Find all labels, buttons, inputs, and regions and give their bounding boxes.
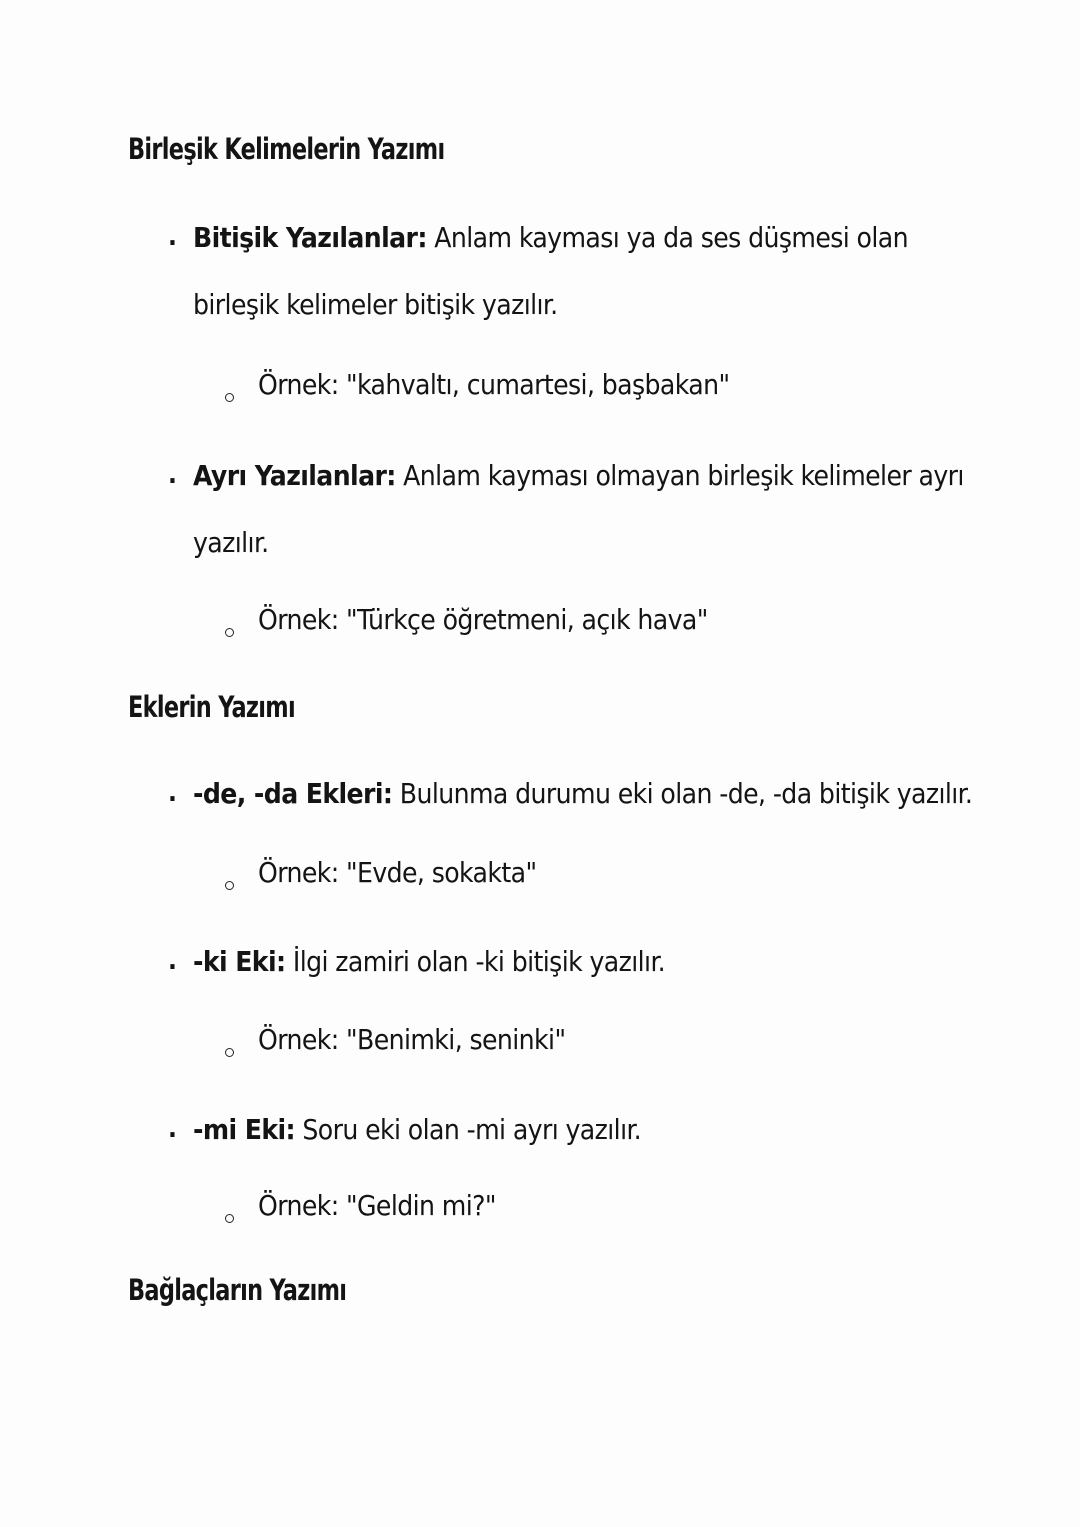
example-ki-suffix: Örnek: "Benimki, seninki" <box>258 1023 566 1056</box>
bullet-marker: . <box>168 222 177 252</box>
bullet-marker: . <box>168 1114 177 1144</box>
section-title-compound-words: Birleşik Kelimelerin Yazımı <box>128 132 445 166</box>
list-item-de-da-suffix <box>193 760 983 827</box>
section-title-suffixes: Eklerin Yazımı <box>128 690 295 724</box>
item-term: Bitişik Yazılanlar: <box>193 221 427 254</box>
sub-bullet-marker <box>225 1214 234 1223</box>
bullet-marker: . <box>168 946 177 976</box>
list-item-adjacent-writing <box>193 204 983 338</box>
item-term: Ayrı Yazılanlar: <box>193 459 396 492</box>
example-mi-suffix: Örnek: "Geldin mi?" <box>258 1189 496 1222</box>
example-de-da-suffix: Örnek: "Evde, sokakta" <box>258 856 537 889</box>
item-text: Anlam kayması olmayan birleşik kelimeler ayrı yazılır. <box>193 459 964 559</box>
sub-bullet-marker <box>225 393 234 402</box>
list-item-ki-suffix <box>193 928 983 995</box>
item-term: -ki Eki: <box>193 945 286 978</box>
example-separate-writing: Örnek: "Türkçe öğretmeni, açık hava" <box>258 603 708 636</box>
section-title-conjunctions: Bağlaçların Yazımı <box>128 1273 347 1307</box>
item-term: -de, -da Ekleri: <box>193 777 393 810</box>
sub-bullet-marker <box>225 1048 234 1057</box>
item-term: -mi Eki: <box>193 1113 295 1146</box>
example-adjacent-writing: Örnek: "kahvaltı, cumartesi, başbakan" <box>258 368 730 401</box>
list-item-mi-suffix <box>193 1096 983 1163</box>
item-text: Soru eki olan -mi ayrı yazılır. <box>294 1113 642 1146</box>
item-text: Anlam kayması ya da ses düşmesi olan birleşik kelimeler bitişik yazılır. <box>193 221 908 321</box>
sub-bullet-marker <box>225 881 234 890</box>
item-text: İlgi zamiri olan -ki bitişik yazılır. <box>285 945 666 978</box>
sub-bullet-marker <box>225 628 234 637</box>
bullet-marker: . <box>168 778 177 808</box>
item-text: Bulunma durumu eki olan -de, -da bitişik yazılır. <box>392 777 973 810</box>
bullet-marker: . <box>168 460 177 490</box>
list-item-separate-writing <box>193 442 983 576</box>
